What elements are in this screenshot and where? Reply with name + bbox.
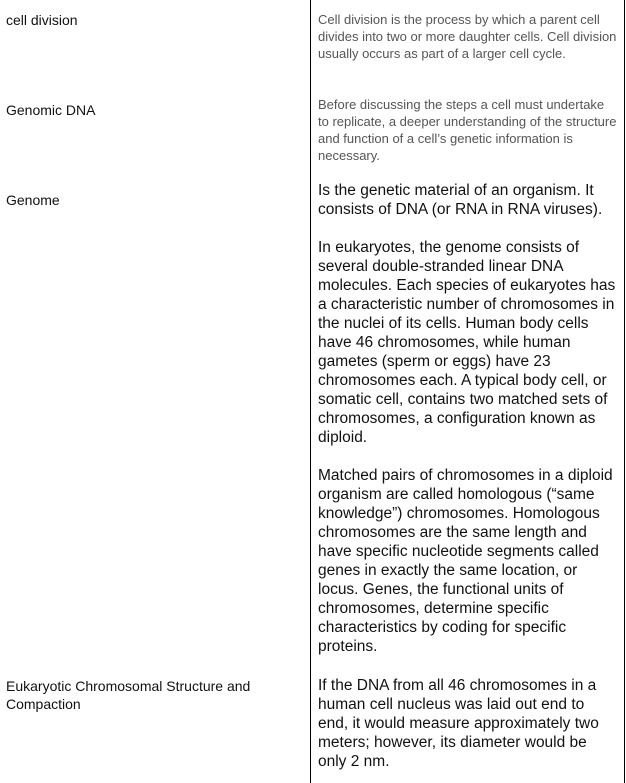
definition-genome-paragraph-3: Matched pairs of chromosomes in a diploid organism are called homologous (“same knowledge”) chromosomes. Homologous chromosomes are the same length and have specific nucleotide segments called genes in exactly the same location, or locus. Genes, the functional units of chromosomes, determine specific characteristics by coding for specific proteins.: [318, 467, 613, 655]
definition-genome-paragraph-1: Is the genetic material of an organism. It consists of DNA (or RNA in RNA viruses).: [318, 182, 603, 218]
definition-eukaryotic-chromosomal-structure: If the DNA from all 46 chromosomes in a human cell nucleus was laid out end to end, it would measure approximately two meters; however, its diameter would be only 2 nm.: [318, 677, 599, 770]
term-genome: Genome: [6, 192, 60, 208]
definition-genome-paragraph-2: In eukaryotes, the genome consists of several double-stranded linear DNA molecules. Each species of eukaryotes has a characteristic number of chromosomes in the nuclei of its cells. Human body cells have 46 chromosomes, while human gametes (sperm or eggs) have 23 chromosomes each. A typical body cell, or somatic cell, contains two matched sets of chromosomes, a configuration known as diploid.: [318, 239, 616, 446]
term-genomic-dna: Genomic DNA: [6, 102, 96, 118]
definition-genomic-dna: Before discussing the steps a cell must undertake to replicate, a deeper understanding of the structure and function of a cell’s genetic information is necessary.: [318, 97, 617, 163]
column-divider: [310, 0, 311, 783]
table-right-border: [624, 0, 625, 783]
term-eukaryotic-chromosomal-structure: Eukaryotic Chromosomal Structure and Compaction: [6, 678, 251, 712]
definition-cell-division: Cell division is the process by which a parent cell divides into two or more daughter cells. Cell division usually occurs as part of a larger cell cycle.: [318, 12, 617, 61]
term-cell-division: cell division: [6, 12, 78, 28]
